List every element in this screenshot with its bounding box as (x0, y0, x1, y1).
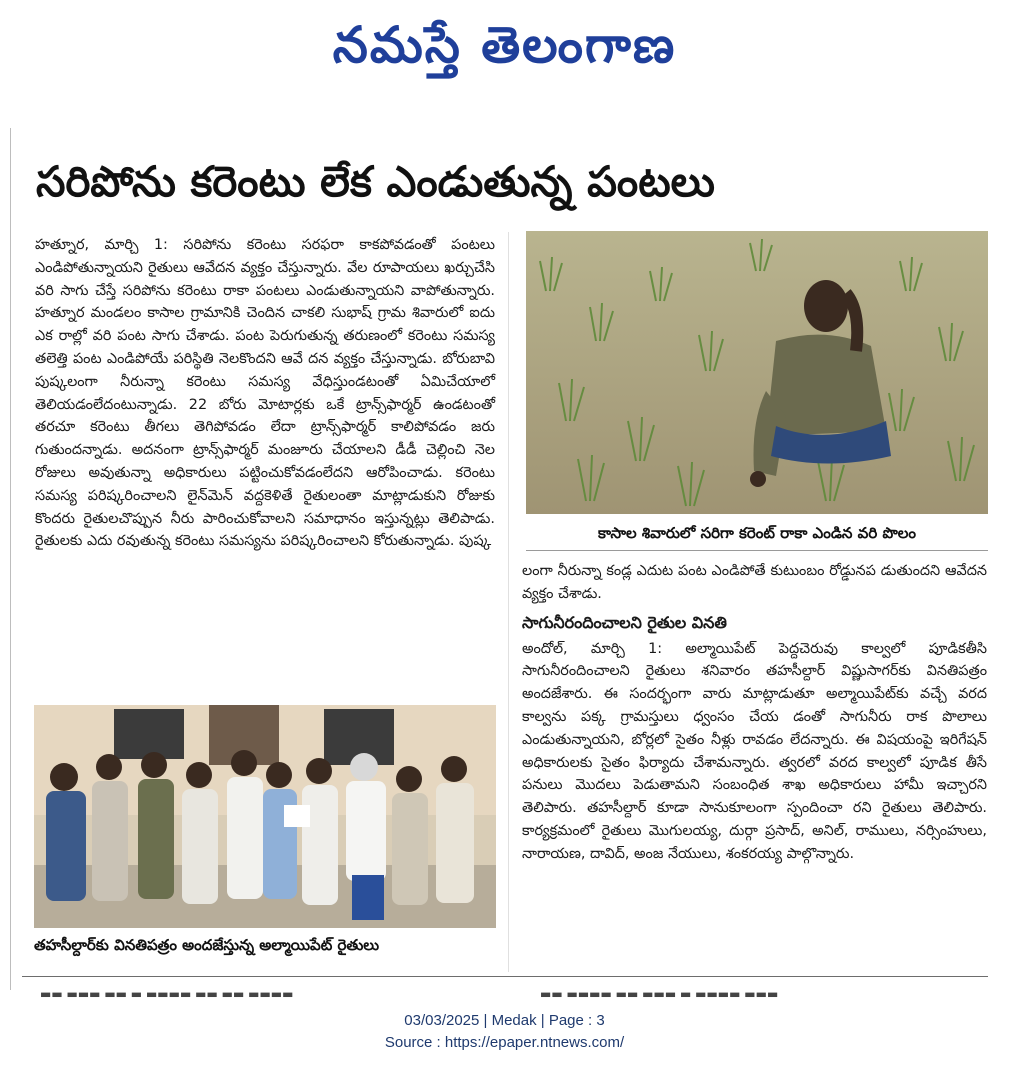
article-headline: సరిపోను కరెంటు లేక ఎండుతున్న పంటలు (36, 157, 715, 206)
masthead (0, 0, 1009, 90)
bottom-rule (22, 976, 988, 977)
photo-farmers-petition (34, 705, 496, 928)
cut-off-text-right: ▬▬ ▬▬▬▬ ▬▬ ▬▬▬ ▬ ▬▬▬▬ ▬▬▬ (540, 987, 779, 1001)
page-footer (0, 1010, 1009, 1054)
footer-date-edition: 03/03/2025 | Medak | Page : 3 (404, 1012, 605, 1029)
photo-dry-paddy-field (526, 231, 988, 514)
second-article-subhead: సాగునీరందించాలని రైతుల వినతి (522, 612, 727, 632)
photo-field-caption: కాసాల శివారులో సరిగా కరెంట్ రాకా ఎండిన వరి పొలం (598, 524, 916, 542)
second-article-body: అందోల్, మార్చి 1: అల్మాయిపేట్ పెద్దచెరువు కాల్వలో పూడికతీసి సాగునీరందించాలని రైతులు శనివారం తహసీల్దార్ విష్ణుసాగర్‌కు వినతిపత్రం అందజేశారు. ఈ సందర్భంగా వారు మాట్లాడుతూ అల్మాయిపేట్‌కు వచ్చే వరద కాల్వను పక్క గ్రామస్తులు ధ్వంసం చేయ డంతో సాగునీరు రాక పొలాలు ఎండుతున్నాయని, బోర్లలో సైతం నీళ్లు రావడం లేదన్నారు. ఈ విషయంపై ఇరిగేషన్ అధికారులకు సైతం ఫిర్యాదు చేశామన్నారు. త్వరలో వరద కాల్వలో పూడిక తీసే పనులు మొదలు పెడుతామని సంబంధిత శాఖ అధికారులు హామీ ఇచ్చారని తెలిపారు. తహసీల్దార్ కూడా సానుకూలంగా స్పందించా రని రైతులు తెలిపారు. కార్యక్రమంలో రైతులు మొగులయ్య, దుర్గా ప్రసాద్, అనిల్, రాములు, నర్సింహులు, నారాయణ, దావిద్, అంజ నేయులు, శంకరయ్య పాల్గొన్నారు. (522, 640, 987, 862)
caption-rule (526, 550, 988, 551)
column-divider (508, 232, 509, 972)
newspaper-logo: నమస్తే తెలంగాణ (332, 16, 677, 74)
article-body-left: హత్నూర, మార్చి 1: సరిపోను కరెంటు సరఫరా కాకపోవడంతో పంటలు ఎండిపోతున్నాయని రైతులు ఆవేదన వ్యక్తం చేస్తున్నారు. వేల రూపాయలు ఖర్చుచేసి వరి సాగు చేస్తే సరిపోను కరెంటు రాకా పంటలు ఎండుతున్నాయని వాపోతున్నారు. హత్నూర మండలం కాసాల గ్రామానికి చెందిన చాకలి సుభాష్ గ్రామ శివారులో ఐదు ఎక రాల్లో వరి పంట సాగు చేశాడు. పంట పెరుగుతున్న తరుణంలో కరెంటు సమస్య తలెత్తి పంట ఎండిపోయే పరిస్థితి నెలకొందని ఆవే దన వ్యక్తం చేస్తున్నాడు. బోరుబావి పుష్కలంగా నీరున్నా కరెంటు సమస్య వేధిస్తుండటంతో ఏమిచేయాలో తెలియడంలేదంటున్నాడు. 22 బోరు మోటార్లకు ఒకే ట్రాన్స్‌ఫార్మర్ ఉండటంతో తరచూ కరెంటు తీగలు తెగిపోవడం లేదా ట్రాన్స్‌ఫార్మర్ కాలిపోవడం జరు గుతుందన్నాడు. అదనంగా ట్రాన్స్‌ఫార్మర్ మంజూరు చేయాలని డీడీ చెల్లించి నెల రోజులు అవుతున్నా అధికారులు పట్టించుకోవడంలేదని ఆరోపించాడు. కరెంటు సమస్య పరిష్కరించాలని లైన్‌మెన్ వద్దకెళితే రైతులంతా మాట్లాడుకుని రోజుకు కొందరు రైతులచొప్పున నీరు పారించుకోవాలని సమాధానం ఇస్తున్నట్లు తెలిపాడు. రైతులకు ఎదు రవుతున్న కరెంటు సమస్యను పరిష్కరించాలని కోరుతున్నాడు. పుష్క (35, 237, 495, 550)
left-border-rule (10, 128, 11, 990)
cut-off-text-left: ▬▬ ▬▬▬ ▬▬ ▬ ▬▬▬▬ ▬▬ ▬▬ ▬▬▬▬ (40, 987, 294, 1001)
photo-group-caption: తహసీల్దార్‌కు వినతిపత్రం అందజేస్తున్న అల్మాయిపేట్ రైతులు (34, 936, 380, 954)
footer-source: Source : https://epaper.ntnews.com/ (384, 1034, 625, 1051)
article-body-right (522, 560, 987, 866)
article-continuation: లంగా నీరున్నా కండ్ల ఎదుట పంట ఎండిపోతే కుటుంబం రోడ్డునప డుతుందని ఆవేదన వ్యక్తం చేశాడు. (522, 563, 987, 602)
